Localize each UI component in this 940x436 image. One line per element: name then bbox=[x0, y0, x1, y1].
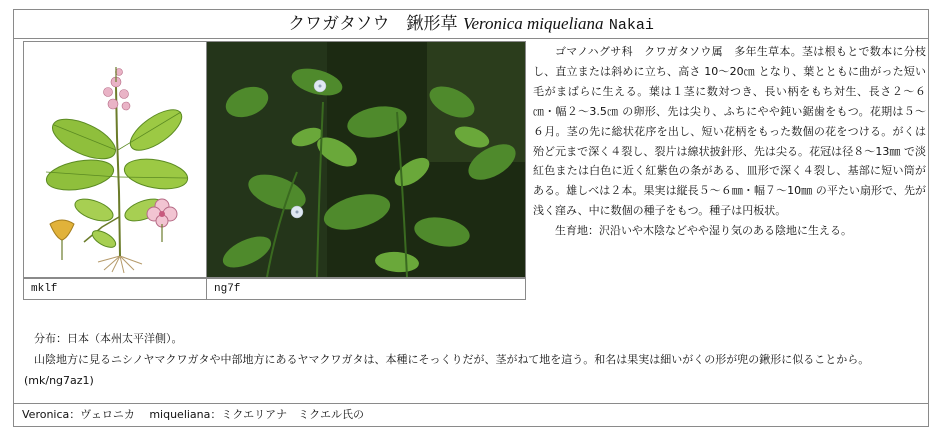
photo-frame bbox=[206, 41, 526, 278]
page-title bbox=[14, 10, 928, 39]
photo-caption: ng7f bbox=[206, 278, 526, 300]
notes-section bbox=[24, 328, 924, 391]
illustration-frame bbox=[23, 41, 216, 278]
author-name: Nakai bbox=[608, 17, 654, 34]
description-text bbox=[533, 42, 926, 241]
name-origin-text: 山陰地方に見るニシノヤマクワガタや中部地方にあるヤマクワガタは、本種にそっくりだが、茎がねて地を這う。和名は果実は細いがくの形が兜の鍬形に似ることから。 (mk/ng7az1) bbox=[24, 353, 886, 387]
etymology-footer: Veronica：ヴェロニカ miqueliana：ミクエリアナ ミクエル氏の bbox=[14, 403, 928, 426]
illustration-caption: mklf bbox=[23, 278, 207, 300]
habitat-photo bbox=[207, 42, 525, 277]
scientific-name: Veronica miqueliana bbox=[462, 14, 604, 33]
habitat-paragraph: 生育地：沢沿いや木陰などやや湿り気のある陰地に生える。 bbox=[555, 224, 852, 238]
distribution-text: 分布：日本（本州太平洋側）。 bbox=[34, 332, 183, 345]
botanical-illustration bbox=[24, 42, 215, 277]
plant-sheet bbox=[13, 9, 929, 427]
japanese-name: クワガタソウ 鍬形草 bbox=[288, 14, 458, 34]
description-paragraph: ゴマノハグサ科 クワガタソウ属 多年生草本。茎は根もとで数本に分枝し、直立または斜めに立ち、高さ 10～20㎝ となり、葉とともに曲がった短い毛がまばらに生える。葉は１茎に数対つき、長い柄をもち対生、長さ２～６㎝・幅２～3.5㎝ の卵形、先は尖り、ふちにやや鈍い鋸歯をもつ。花期は５～６月。茎の先に総状花序を出し、短い花柄をもった数個の花をつける。がくは殆ど元まで深く４裂し、裂片は線状披針形、先は尖る。花冠は径８～13㎜ で淡紅色または白色に近く紅紫色の条がある、皿形で深く４裂し、基部に短い筒がある。雄しべは２本。果実は縦長５～６㎜・幅７～10㎜ の平たい扇形で、先が浅く窪み、中に数個の種子をもつ。種子は円板状。 bbox=[533, 45, 926, 218]
